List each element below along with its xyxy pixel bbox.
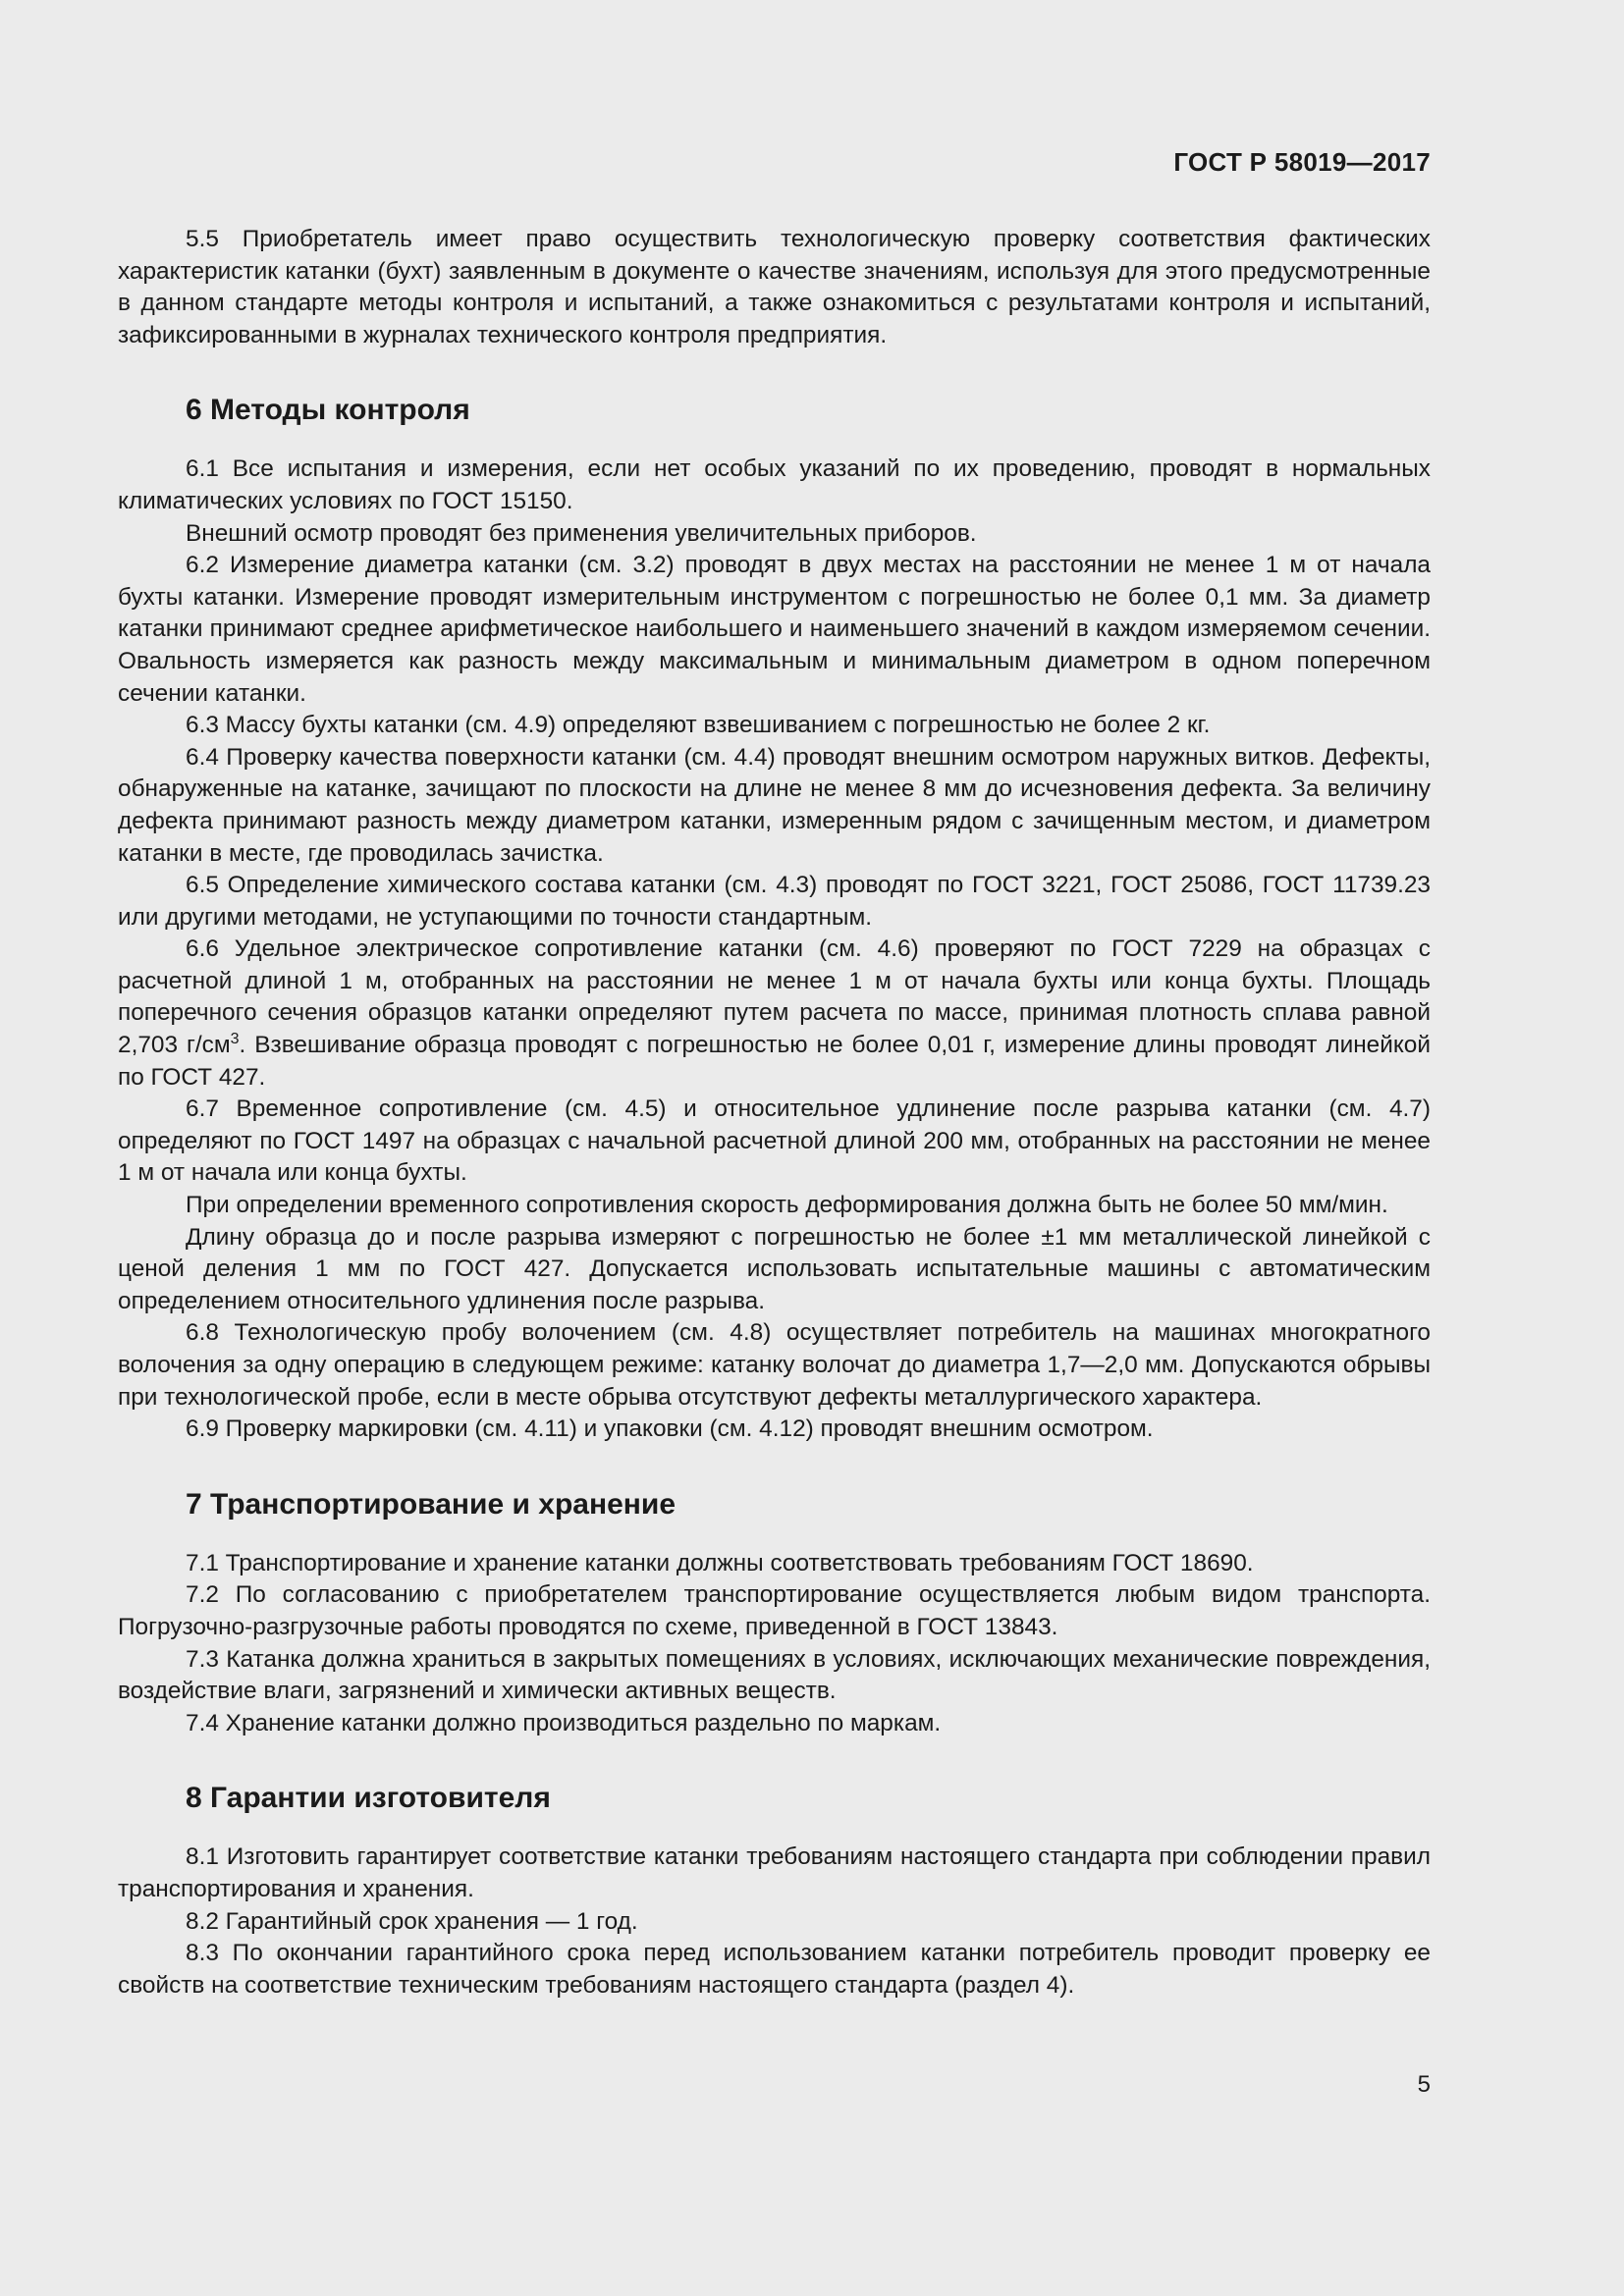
paragraph-6-2: 6.2 Измерение диаметра катанки (см. 3.2) проводят в двух местах на расстоянии не менее 1 м от начала бухты катанки. Измерение проводят измерительным инструментом с погрешностью не более 0,1 мм. За диаметр катанки принимают среднее арифметическое наибольшего и наименьшего значений в каждом измеряемом сечении. Овальность измеряется как разность между максимальным и минимальным диаметром в одном поперечном сечении катанки. [118,552,1431,707]
paragraph-6-1-note: Внешний осмотр проводят без применения увеличительных приборов. [186,519,977,547]
page-number: 5 [1417,2071,1431,2098]
section-heading-6: 6 Методы контроля [186,394,470,427]
paragraph-6-7: 6.7 Временное сопротивление (см. 4.5) и относительное удлинение после разрыва катанки (см. 4.7) определяют по ГОСТ 1497 на образцах с начальной расчетной длиной 200 мм, отобранных на расстоянии не менее 1 м от начала или конца бухты. [118,1095,1431,1187]
paragraph-6-8: 6.8 Технологическую пробу волочением (см. 4.8) осуществляет потребитель на машинах многократного волочения за одну операцию в следующем режиме: катанку волочат до диаметра 1,7—2,0 мм. Допускаются обрывы при технологической пробе, если в месте обрыва отсутствуют дефекты металлургического характера. [118,1319,1431,1411]
document-page [118,0,1431,2296]
paragraph-7-4: 7.4 Хранение катанки должно производиться раздельно по маркам. [186,1709,942,1736]
paragraph-6-3: 6.3 Массу бухты катанки (см. 4.9) определяют взвешиванием с погрешностью не более 2 кг. [186,712,1211,739]
paragraph-8-3: 8.3 По окончании гарантийного срока перед использованием катанки потребитель проводит проверку ее свойств на соответствие техническим требованиям настоящего стандарта (раздел 4). [118,1940,1431,1999]
paragraph-6-6 [118,934,1431,1094]
section-heading-8: 8 Гарантии изготовителя [186,1782,551,1815]
paragraph-6-6-part-b: . Взвешивание образца проводят с погрешностью не более 0,01 г, измерение длины проводят линейкой по ГОСТ 427. [118,1032,1431,1091]
document-body [118,224,1431,2002]
paragraph-6-6-part-a: 6.6 Удельное электрическое сопротивление катанки (см. 4.6) проверяют по ГОСТ 7229 на образцах с расчетной длиной 1 м, отобранных на расстоянии не менее 1 м от начала бухты или конца бухты. Площадь поперечного сечения образцов катанки определяют путем расчета по массе, принимая плотность сплава равной 2,703 г/см [118,935,1431,1059]
paragraph-6-9: 6.9 Проверку маркировки (см. 4.11) и упаковки (см. 4.12) проводят внешним осмотром. [186,1415,1154,1443]
paragraph-6-7-speed: При определении временного сопротивления скорость деформирования должна быть не более 50 мм/мин. [186,1192,1388,1219]
paragraph-7-3: 7.3 Катанка должна храниться в закрытых помещениях в условиях, исключающих механические повреждения, воздействие влаги, загрязнений и химически активных веществ. [118,1645,1431,1705]
paragraph-8-2: 8.2 Гарантийный срок хранения — 1 год. [186,1907,638,1935]
paragraph-8-1: 8.1 Изготовить гарантирует соответствие катанки требованиям настоящего стандарта при соблюдении правил транспортирования и хранения. [118,1843,1431,1902]
superscript-3: 3 [230,1031,240,1048]
paragraph-7-2: 7.2 По согласованию с приобретателем транспортирование осуществляется любым видом транспорта. Погрузочно-разгрузочные работы проводятся по схеме, приведенной в ГОСТ 13843. [118,1581,1431,1640]
paragraph-6-5: 6.5 Определение химического состава катанки (см. 4.3) проводят по ГОСТ 3221, ГОСТ 25086, ГОСТ 11739.23 или другими методами, не уступающими по точности стандартным. [118,872,1431,931]
paragraph-7-1: 7.1 Транспортирование и хранение катанки должны соответствовать требованиям ГОСТ 18690. [186,1549,1254,1576]
paragraph-6-1: 6.1 Все испытания и измерения, если нет особых указаний по их проведению, проводят в нормальных климатических условиях по ГОСТ 15150. [118,455,1431,514]
document-header: ГОСТ Р 58019—2017 [1173,147,1431,177]
paragraph-6-4: 6.4 Проверку качества поверхности катанки (см. 4.4) проводят внешним осмотром наружных витков. Дефекты, обнаруженные на катанке, зачищают по плоскости на длине не менее 8 мм до исчезновения дефекта. За величину дефекта принимают разность между диаметром катанки, измеренным рядом с зачищенным местом, и диаметром катанки в месте, где проводилась зачистка. [118,743,1431,867]
paragraph-5-5: 5.5 Приобретатель имеет право осуществить технологическую проверку соответствия фактических характеристик катанки (бухт) заявленным в документе о качестве значениям, используя для этого предусмотренные в данном стандарте методы контроля и испытаний, а также ознакомиться с результатами контроля и испытаний, зафиксированными в журналах технического контроля предприятия. [118,226,1431,348]
section-heading-7: 7 Транспортирование и хранение [186,1487,677,1521]
paragraph-6-7-length: Длину образца до и после разрыва измеряют с погрешностью не более ±1 мм металлической линейкой с ценой деления 1 мм по ГОСТ 427. Допускается использовать испытательные машины с автоматическим определением относительного удлинения после разрыва. [118,1223,1431,1314]
